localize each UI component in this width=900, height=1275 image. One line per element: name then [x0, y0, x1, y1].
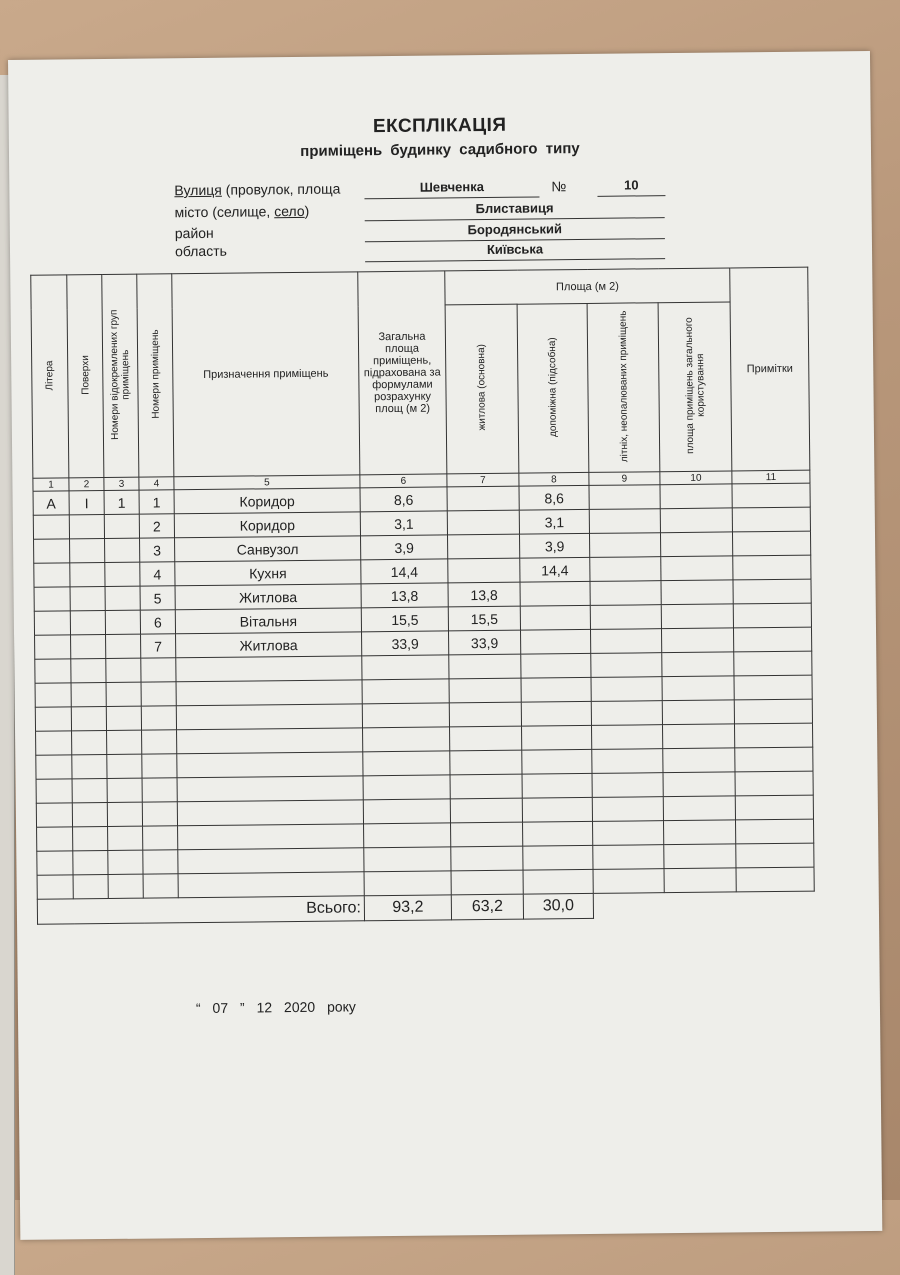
header-living: житлова (основна)	[445, 304, 519, 474]
cell-purpose: Вітальня	[175, 608, 361, 634]
cell-empty	[661, 628, 733, 653]
column-number: 1	[33, 478, 69, 491]
cell-empty	[733, 555, 811, 580]
cell-total: 8,6	[360, 487, 447, 512]
cell-litera	[34, 539, 70, 563]
cell-floor	[70, 563, 105, 587]
column-number: 10	[660, 471, 732, 485]
district-value: Бородянський	[365, 220, 665, 242]
explication-table	[30, 267, 815, 925]
cell-empty	[733, 531, 811, 556]
cell-total: 33,9	[362, 631, 449, 656]
cell-floor	[70, 539, 105, 563]
cell-total: 15,5	[361, 607, 448, 632]
total-living-sum: 63,2	[451, 894, 523, 920]
cell-group	[105, 610, 140, 634]
date-suffix: року	[326, 998, 356, 1015]
cell-empty	[590, 557, 661, 582]
cell-empty	[732, 507, 810, 532]
cell-total: 3,9	[361, 535, 448, 560]
cell-floor	[71, 635, 106, 659]
cell-empty	[661, 556, 733, 581]
document-title: ЕКСПЛІКАЦІЯ	[372, 114, 507, 138]
cell-group	[105, 538, 140, 562]
district-label: район	[174, 224, 214, 242]
total-empty	[593, 891, 814, 918]
cell-purpose: Коридор	[174, 488, 360, 514]
cell-empty	[732, 483, 810, 508]
cell-num: 2	[139, 514, 174, 538]
cell-empty	[733, 579, 811, 604]
cell-aux: 8,6	[519, 485, 589, 510]
column-number: 4	[139, 477, 174, 490]
cell-group	[105, 562, 140, 586]
house-number-value: 10	[597, 177, 665, 197]
cell-living	[447, 486, 519, 511]
header-room-numbers: Номери приміщень	[137, 274, 174, 477]
date-month: 12	[256, 999, 273, 1016]
cell-living: 33,9	[449, 630, 521, 655]
cell-empty	[589, 533, 660, 558]
cell-num: 3	[140, 538, 175, 562]
cell-num: 7	[141, 634, 176, 658]
cell-aux	[520, 605, 590, 630]
cell-empty	[590, 581, 661, 606]
cell-total: 13,8	[361, 583, 448, 608]
cell-aux	[520, 629, 590, 654]
header-total-area: Загальна площа приміщень, підрахована за формулами розрахунку площ (м 2)	[358, 271, 447, 475]
document-date	[196, 998, 356, 1016]
cell-empty	[589, 509, 660, 534]
cell-empty	[589, 485, 660, 510]
cell-living	[448, 558, 520, 583]
date-year: 2020	[283, 998, 316, 1016]
column-number: 3	[104, 477, 139, 490]
cell-empty	[660, 484, 732, 509]
total-aux-sum: 30,0	[523, 893, 593, 919]
header-area-group: Площа (м 2)	[445, 268, 730, 305]
header-litera: Літера	[31, 275, 69, 478]
cell-group	[105, 586, 140, 610]
column-number: 7	[447, 473, 519, 487]
cell-total: 3,1	[360, 511, 447, 536]
cell-living: 13,8	[448, 582, 520, 607]
region-value: Київська	[365, 240, 665, 262]
cell-num: 6	[140, 610, 175, 634]
column-number: 6	[360, 474, 447, 488]
header-auxiliary: допоміжна (підсобна)	[517, 303, 589, 473]
cell-empty	[590, 605, 661, 630]
cell-floor	[70, 587, 105, 611]
cell-empty	[660, 532, 732, 557]
cell-purpose: Коридор	[174, 512, 360, 538]
cell-floor	[70, 611, 105, 635]
date-day: “ 07 ”	[195, 999, 245, 1017]
document-subtitle: приміщень будинку садибного типу	[300, 140, 580, 160]
column-number: 9	[589, 472, 660, 486]
cell-aux: 14,4	[520, 557, 590, 582]
cell-group: 1	[104, 490, 139, 514]
street-value: Шевченка	[364, 178, 539, 199]
cell-group	[104, 514, 139, 538]
cell-empty	[734, 627, 812, 652]
cell-living	[447, 510, 519, 535]
cell-empty	[590, 629, 661, 654]
cell-purpose: Кухня	[175, 560, 361, 586]
cell-empty	[733, 603, 811, 628]
street-label: Вулиця (провулок, площа	[174, 180, 341, 199]
header-floors: Поверхи	[67, 275, 104, 478]
cell-empty	[661, 604, 733, 629]
cell-litera	[34, 563, 70, 587]
cell-purpose: Житлова	[176, 632, 362, 658]
total-area-sum: 93,2	[364, 895, 451, 921]
cell-num: 1	[139, 490, 174, 514]
header-group-numbers: Номери відокремлених груп приміщень	[102, 274, 139, 477]
cell-empty	[661, 580, 733, 605]
column-number: 2	[69, 478, 104, 491]
cell-num: 4	[140, 562, 175, 586]
column-number: 11	[732, 470, 810, 484]
cell-total: 14,4	[361, 559, 448, 584]
cell-group	[106, 634, 141, 658]
cell-floor	[69, 515, 104, 539]
header-purpose: Призначення приміщень	[172, 272, 360, 477]
cell-aux	[520, 581, 590, 606]
city-value: Блиставиця	[365, 199, 665, 221]
cell-aux: 3,1	[519, 509, 589, 534]
cell-living: 15,5	[448, 606, 520, 631]
cell-litera	[33, 515, 69, 539]
cell-aux: 3,9	[519, 533, 589, 558]
cell-purpose: Житлова	[175, 584, 361, 610]
header-common: площа приміщень загального користування	[658, 302, 732, 472]
column-number: 5	[174, 475, 360, 490]
cell-purpose: Санвузол	[175, 536, 361, 562]
cell-num: 5	[140, 586, 175, 610]
cell-litera	[35, 635, 71, 659]
cell-litera	[34, 587, 70, 611]
region-label: область	[174, 242, 227, 260]
cell-litera	[34, 611, 70, 635]
cell-empty	[660, 508, 732, 533]
document-page	[8, 51, 882, 1240]
cell-living	[447, 534, 519, 559]
column-number: 8	[519, 472, 589, 486]
total-label: Всього:	[37, 896, 364, 924]
number-label: №	[551, 178, 567, 195]
header-notes: Примітки	[730, 267, 810, 471]
header-summer: літніх, неопалюваних приміщень	[587, 303, 660, 473]
cell-litera: А	[33, 491, 69, 515]
city-label: місто (селище, село)	[174, 202, 310, 221]
cell-floor: І	[69, 491, 104, 515]
